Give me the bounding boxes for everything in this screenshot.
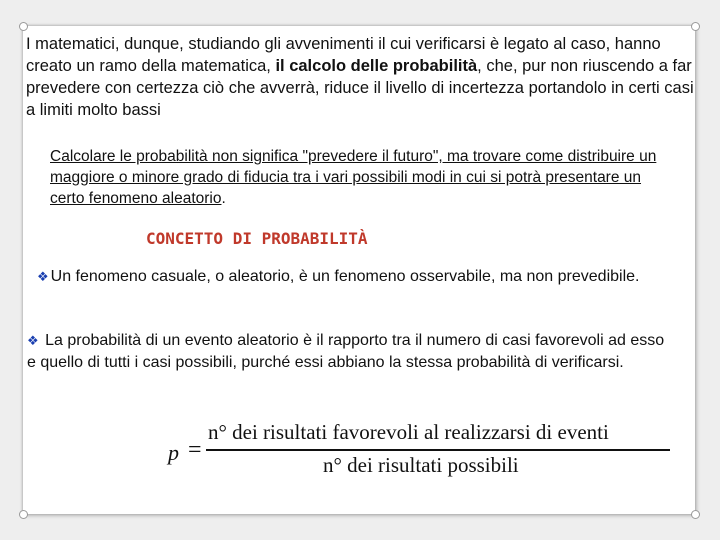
intro-text-1: I matematici, dunque, studiando gli avvenimenti il cui verificarsi è legato al caso, hanno creato un ramo della matematica, <box>26 35 661 75</box>
quote-end: . <box>221 190 226 207</box>
diamond-bullet-icon: ❖ <box>37 269 49 284</box>
formula-equals: = <box>188 437 202 463</box>
corner-decoration <box>19 22 28 31</box>
quote-text: Calcolare le probabilità non significa "prevedere il futuro", ma trovare come distribuire un maggiore o minore grado di fiducia tra i vari possibili modi in cui si potrà presentare un certo fenomeno aleatorio <box>50 148 657 207</box>
formula-variable: p <box>168 440 179 465</box>
corner-decoration <box>691 510 700 519</box>
formula-denominator: n° dei risultati possibili <box>323 453 519 477</box>
intro-paragraph <box>26 33 698 121</box>
formula-numerator: n° dei risultati favorevoli al realizzarsi di eventi <box>208 420 609 444</box>
corner-decoration <box>19 510 28 519</box>
intro-bold-text: il calcolo delle probabilità <box>275 57 478 75</box>
section-heading: CONCETTO DI PROBABILITÀ <box>146 229 368 248</box>
bullet-text: Un fenomeno casuale, o aleatorio, è un fenomeno osservabile, ma non prevedibile. <box>50 268 640 285</box>
bullet-text: La probabilità di un evento aleatorio è il rapporto tra il numero di casi favorevoli ad esso e quello di tutti i casi possibili, purché essi abbiano la stessa probabilità di verificarsi. <box>27 332 665 371</box>
quote-paragraph <box>50 146 660 209</box>
intro-text-2: , che, pur non riuscendo a far prevedere con certezza ciò che avverrà, riduce il livello di incertezza portandolo in certi casi a limiti molto bassi <box>26 57 694 119</box>
bullet-item <box>27 330 677 374</box>
probability-formula <box>168 420 678 480</box>
corner-decoration <box>691 22 700 31</box>
diamond-bullet-icon: ❖ <box>27 333 39 348</box>
bullet-item <box>37 266 677 288</box>
fraction-bar <box>206 449 670 451</box>
